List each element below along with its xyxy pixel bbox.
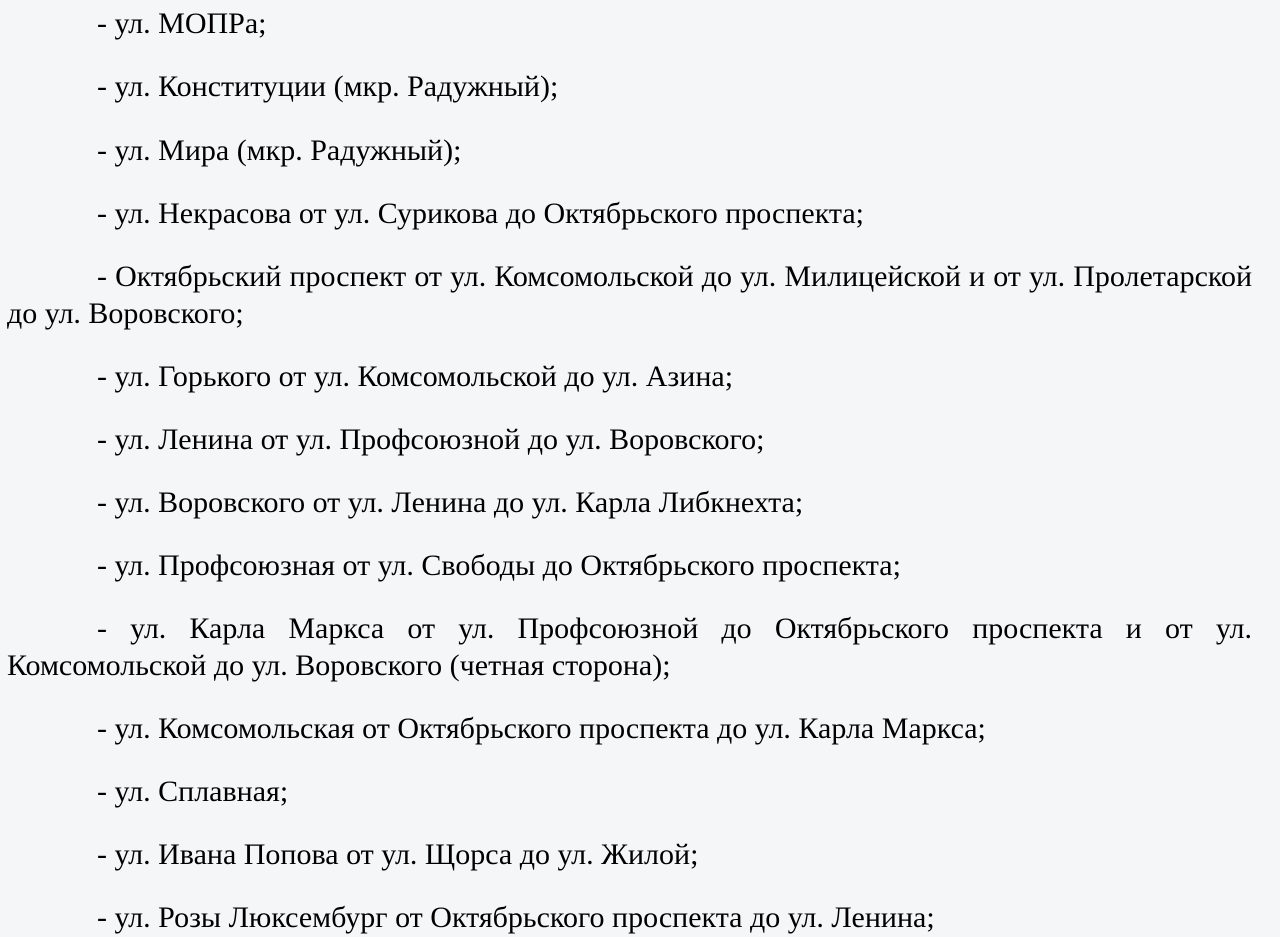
list-item: - ул. Воровского от ул. Ленина до ул. Карла Либкнехта; (97, 486, 804, 519)
list-item: - ул. МОПРа; (97, 7, 267, 40)
list-item: - ул. Карла Маркса от ул. Профсоюзной до Октябрьского проспекта и от ул. Комсомольской до ул. Воровского (четная сторона); (7, 612, 1252, 682)
list-item: - ул. Конституции (мкр. Радужный); (97, 70, 559, 103)
list-item: - ул. Комсомольская от Октябрьского проспекта до ул. Карла Маркса; (97, 712, 986, 745)
list-item: - ул. Некрасова от ул. Сурикова до Октябрьского проспекта; (97, 197, 865, 230)
list-item: - ул. Ленина от ул. Профсоюзной до ул. Воровского; (97, 423, 765, 456)
list-item: - ул. Розы Люксембург от Октябрьского проспекта до ул. Ленина; (97, 901, 935, 934)
list-item: - ул. Горького от ул. Комсомольской до ул. Азина; (97, 360, 734, 393)
list-item: - ул. Профсоюзная от ул. Свободы до Октябрьского проспекта; (97, 549, 901, 582)
list-item: - ул. Мира (мкр. Радужный); (97, 134, 462, 167)
list-item: - Октябрьский проспект от ул. Комсомольской до ул. Милицейской и от ул. Пролетарской до ул. Воровского; (7, 260, 1252, 330)
list-item: - ул. Сплавная; (97, 775, 289, 808)
list-item: - ул. Ивана Попова от ул. Щорса до ул. Жилой; (97, 838, 699, 871)
